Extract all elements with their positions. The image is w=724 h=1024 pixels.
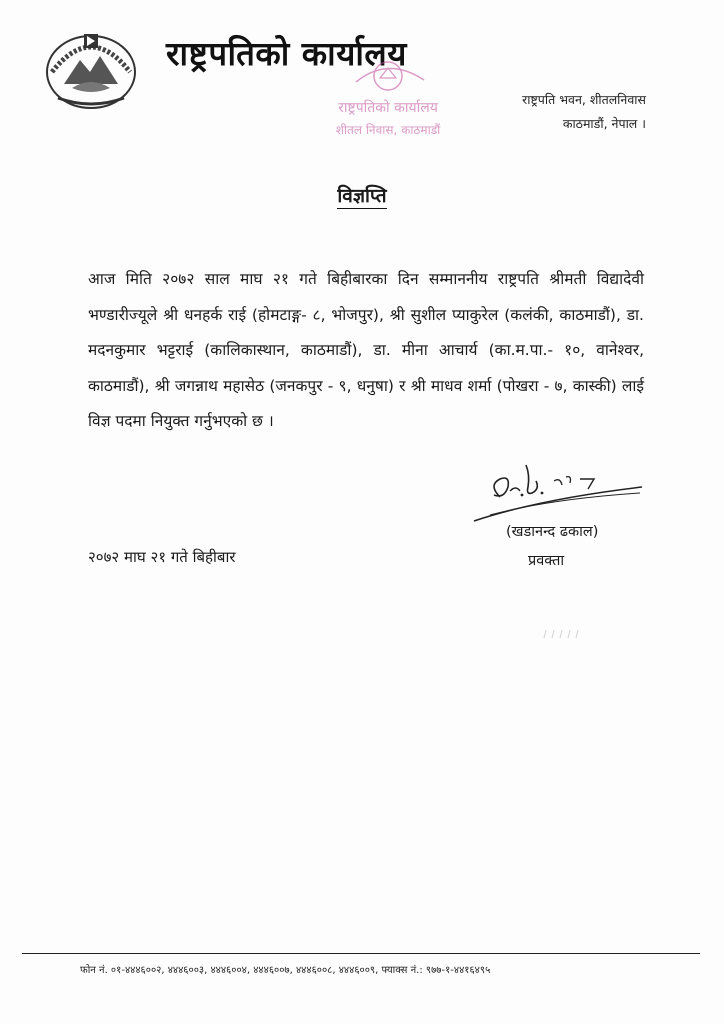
address-line-1: राष्ट्रपति भवन, शीतलनिवास	[522, 92, 646, 107]
stamp-text-top: राष्ट्रपतिको कार्यालय	[338, 100, 438, 116]
footer-contact: फोन नं. ०१-४४४६००२, ४४४६००३, ४४४६००४, ४४४६००७, ४४४६००८, ४४४६००९, फ्याक्स नं.: ९७७-१-४४१६४९५	[80, 965, 491, 976]
signer-name: (खडानन्द ढकाल)	[506, 524, 599, 540]
notice-heading	[0, 182, 724, 208]
national-emblem-icon	[42, 26, 140, 112]
signature	[470, 455, 650, 525]
address-line-2: काठमाडौं, नेपाल ।	[562, 116, 646, 131]
notice-body: आज मिति २०७२ साल माघ २१ गते बिहीबारका दिन सम्माननीय राष्ट्रपति श्रीमती विद्यादेवी भण्डारीज्यूले श्री धनहर्क राई (होमटाङ्ग- ८, भोजपुर), श्री सुशील प्याकुरेल (कलंकी, काठमाडौं), डा. मदनकुमार भट्टराई (कालिकास्थान, काठमाडौं), डा. मीना आचार्य (का.म.पा.- १०, वानेश्वर, काठमाडौं), श्री जगन्नाथ महासेठ (जनकपुर - ९, धनुषा) र श्री माधव शर्मा (पोखरा - ७, कास्की) लाई विज्ञ पदमा नियुक्त गर्नुभएको छ ।	[88, 270, 644, 430]
footer-divider	[22, 953, 700, 954]
signer-role: प्रवक्ता	[528, 553, 565, 569]
notice-date: २०७२ माघ २१ गते बिहीबार	[88, 548, 236, 566]
notice-heading-text: विज्ञप्ति	[337, 185, 387, 207]
office-stamp	[318, 48, 458, 144]
faint-pencil-mark	[540, 624, 590, 644]
stamp-text-bottom: शीतल निवास, काठमाडौं	[335, 123, 441, 137]
office-address	[522, 88, 646, 136]
office-title: राष्ट्रपतिको कार्यालय	[166, 34, 407, 73]
